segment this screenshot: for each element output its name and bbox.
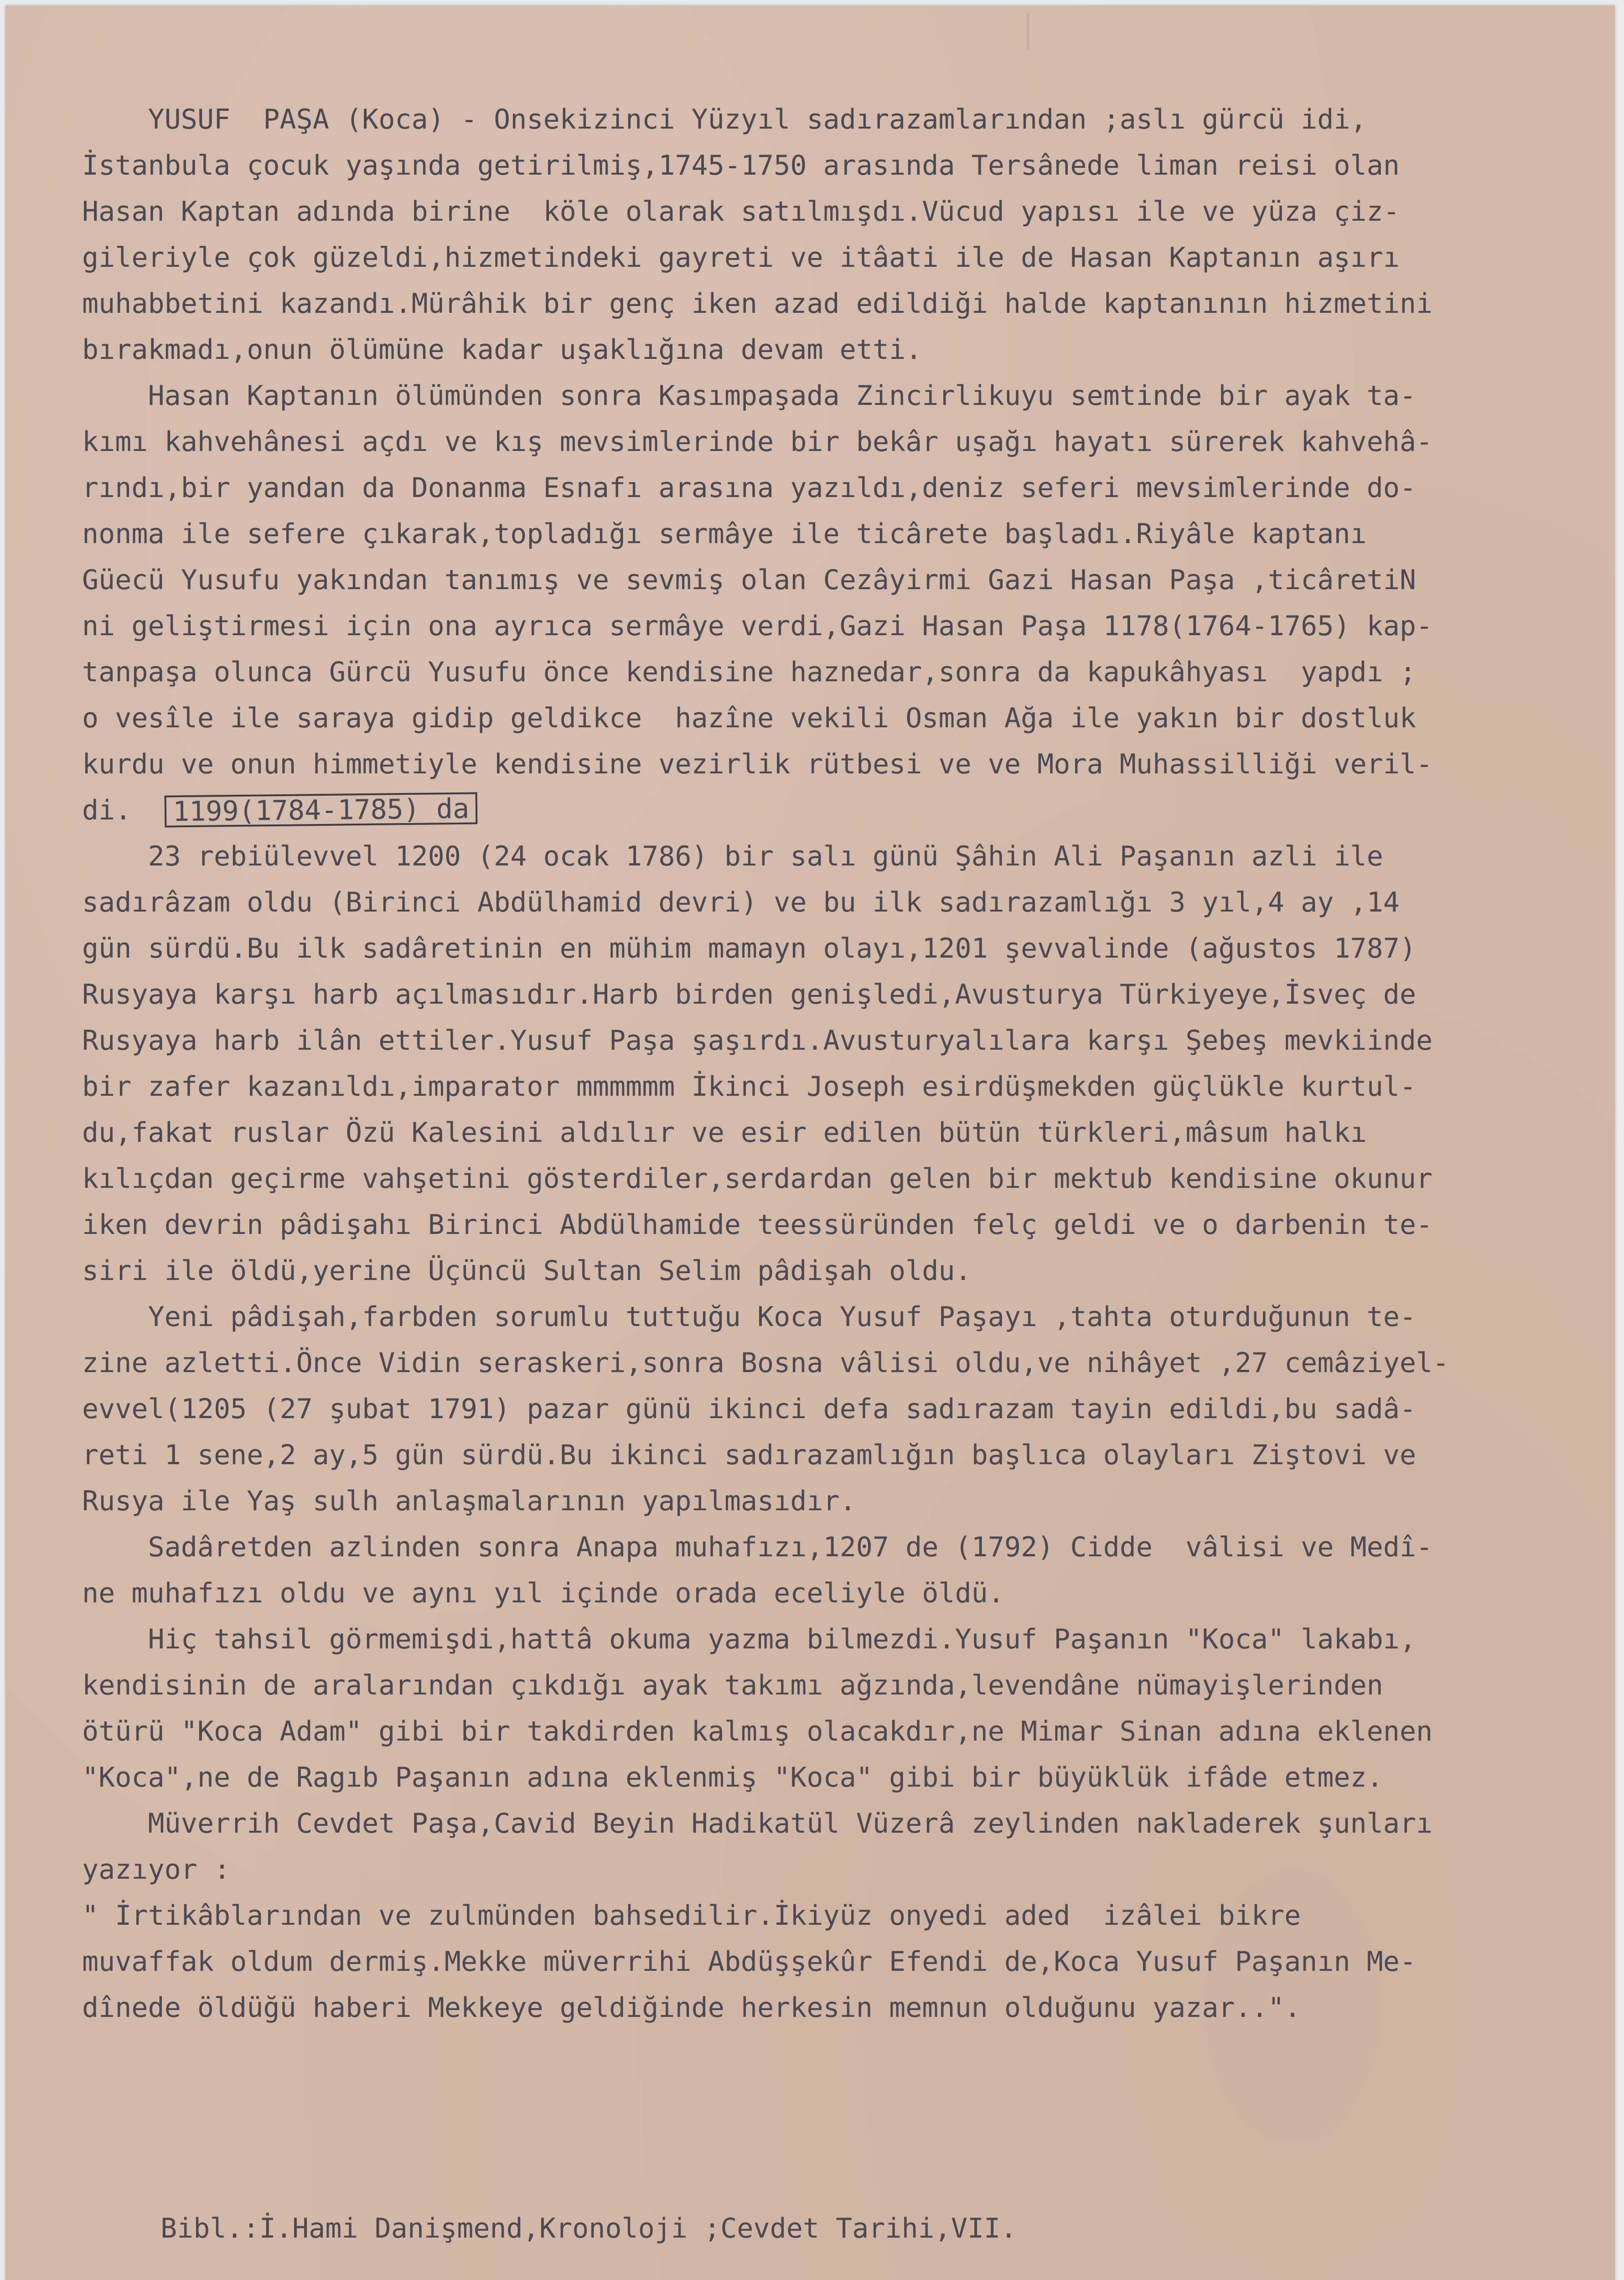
text-line: "Koca",ne de Ragıb Paşanın adına eklenmiş "Koca" gibi bir büyüklük ifâde etmez. (82, 1762, 1383, 1793)
text-line: rındı,bir yandan da Donanma Esnafı arasına yazıldı,deniz seferi mevsimlerinde do- (82, 472, 1416, 504)
text-line: iken devrin pâdişahı Birinci Abdülhamide teessüründen felç geldi ve o darbenin te- (82, 1209, 1433, 1241)
text-line: Rusyaya karşı harb açılmasıdır.Harb birden genişledi,Avusturya Türkiyeye,İsveç de (82, 979, 1416, 1010)
text-line: Güecü Yusufu yakından tanımış ve sevmiş olan Cezâyirmi Gazi Hasan Paşa ,ticâretiN (82, 564, 1416, 596)
text-line: kendisinin de aralarından çıkdığı ayak takımı ağzında,levendâne nümayişlerinden (82, 1669, 1383, 1701)
text-line: Rusyaya harb ilân ettiler.Yusuf Paşa şaşırdı.Avusturyalılara karşı Şebeş mevkiinde (82, 1025, 1433, 1057)
boxed-date-annotation: 1199(1784-1785) da (164, 792, 477, 827)
text-line: yazıyor : (82, 1854, 231, 1886)
text-line: reti 1 sene,2 ay,5 gün sürdü.Bu ikinci sadırazamlığın başlıca olayları Ziştovi ve (82, 1439, 1416, 1471)
text-line: gün sürdü.Bu ilk sadâretinin en mühim mamayn olayı,1201 şevvalinde (ağustos 1787) (82, 933, 1416, 964)
text-line: muvaffak oldum dermiş.Mekke müverrihi Abdüşşekûr Efendi de,Koca Yusuf Paşanın Me- (82, 1946, 1416, 1978)
text-line: kılıçdan geçirme vahşetini gösterdiler,serdardan gelen bir mektub kendisine okunur (82, 1163, 1433, 1195)
text-line: Hasan Kaptanın ölümünden sonra Kasımpaşada Zincirlikuyu semtinde bir ayak ta- (82, 380, 1416, 412)
paper-fold-mark (1027, 14, 1029, 50)
text-line: Rusya ile Yaş sulh anlaşmalarının yapılmasıdır. (82, 1485, 856, 1517)
text-line: YUSUF PAŞA (Koca) - Onsekizinci Yüzyıl sadırazamlarından ;aslı gürcü idi, (82, 104, 1367, 135)
text-line: siri ile öldü,yerine Üçüncü Sultan Selim pâdişah oldu. (82, 1255, 972, 1287)
text-line: 23 rebiülevvel 1200 (24 ocak 1786) bir salı günü Şâhin Ali Paşanın azli ile (82, 840, 1383, 872)
text-line: ni geliştirmesi için ona ayrıca sermâye verdi,Gazi Hasan Paşa 1178(1764-1765) kap- (82, 610, 1433, 642)
text-line: evvel(1205 (27 şubat 1791) pazar günü ikinci defa sadırazam tayin edildi,bu sadâ- (82, 1393, 1416, 1425)
text-line: Sadâretden azlinden sonra Anapa muhafızı,1207 de (1792) Cidde vâlisi ve Medî- (82, 1531, 1433, 1563)
text-line: ötürü "Koca Adam" gibi bir takdirden kalmış olacakdır,ne Mimar Sinan adına eklenen (82, 1715, 1433, 1747)
text-line: muhabbetini kazandı.Mürâhik bir genç iken azad edildiği halde kaptanının hizmetini (82, 288, 1433, 320)
text-line: du,fakat ruslar Özü Kalesini aldılır ve esir edilen bütün türkleri,mâsum halkı (82, 1117, 1367, 1149)
text-line: kurdu ve onun himmetiyle kendisine vezirlik rütbesi ve ve Mora Muhassilliği veril- (82, 748, 1433, 780)
text-line: Hasan Kaptan adında birine köle olarak satılmışdı.Vücud yapısı ile ve yüza çiz- (82, 196, 1400, 228)
text-line: o vesîle ile saraya gidip geldikce hazîne vekili Osman Ağa ile yakın bir dostluk (82, 702, 1416, 734)
text-line: kımı kahvehânesi açdı ve kış mevsimlerinde bir bekâr uşağı hayatı sürerek kahvehâ- (82, 426, 1433, 458)
text-line: zine azletti.Önce Vidin seraskeri,sonra Bosna vâlisi oldu,ve nihâyet ,27 cemâziyel- (82, 1347, 1449, 1379)
text-line: nonma ile sefere çıkarak,topladığı sermâye ile ticârete başladı.Riyâle kaptanı (82, 518, 1367, 550)
text-line: Müverrih Cevdet Paşa,Cavid Beyin Hadikatül Vüzerâ zeylinden nakladerek şunları (82, 1808, 1433, 1840)
text-line: " İrtikâblarından ve zulmünden bahsedilir.İkiyüz onyedi aded izâlei bikre (82, 1900, 1301, 1932)
text-line: Yeni pâdişah,farbden sorumlu tuttuğu Koca Yusuf Paşayı ,tahta oturduğunun te- (82, 1301, 1416, 1333)
text-line: gileriyle çok güzeldi,hizmetindeki gayreti ve itâati ile de Hasan Kaptanın aşırı (82, 242, 1400, 274)
text-line: ne muhafızı oldu ve aynı yıl içinde orada eceliyle öldü. (82, 1577, 1004, 1609)
text-line-with-boxed-date (5, 788, 1615, 834)
text-line: bırakmadı,onun ölümüne kadar uşaklığına devam etti. (82, 334, 922, 366)
document-body (5, 97, 1615, 2031)
typewritten-page (5, 5, 1615, 2280)
text-line: bir zafer kazanıldı,imparator mmmmmm İkinci Joseph esirdüşmekden güçlükle kurtul- (82, 1071, 1416, 1103)
text-line: sadırâzam oldu (Birinci Abdülhamid devri) ve bu ilk sadırazamlığı 3 yıl,4 ay ,14 (82, 886, 1400, 918)
text-line: dînede öldüğü haberi Mekkeye geldiğinde herkesin memnun olduğunu yazar..". (82, 1992, 1301, 2024)
text-line: İstanbula çocuk yaşında getirilmiş,1745-1750 arasında Tersânede liman reisi olan (82, 150, 1400, 181)
text-line: tanpaşa olunca Gürcü Yusufu önce kendisine haznedar,sonra da kapukâhyası yapdı ; (82, 656, 1416, 688)
bibliography-line: Bibl.:İ.Hami Danişmend,Kronoloji ;Cevdet Tarihi,VII. (160, 2213, 1017, 2244)
text-line: Hiç tahsil görmemişdi,hattâ okuma yazma bilmezdi.Yusuf Paşanın "Koca" lakabı, (82, 1623, 1416, 1655)
line-prefix: di. (82, 794, 165, 826)
